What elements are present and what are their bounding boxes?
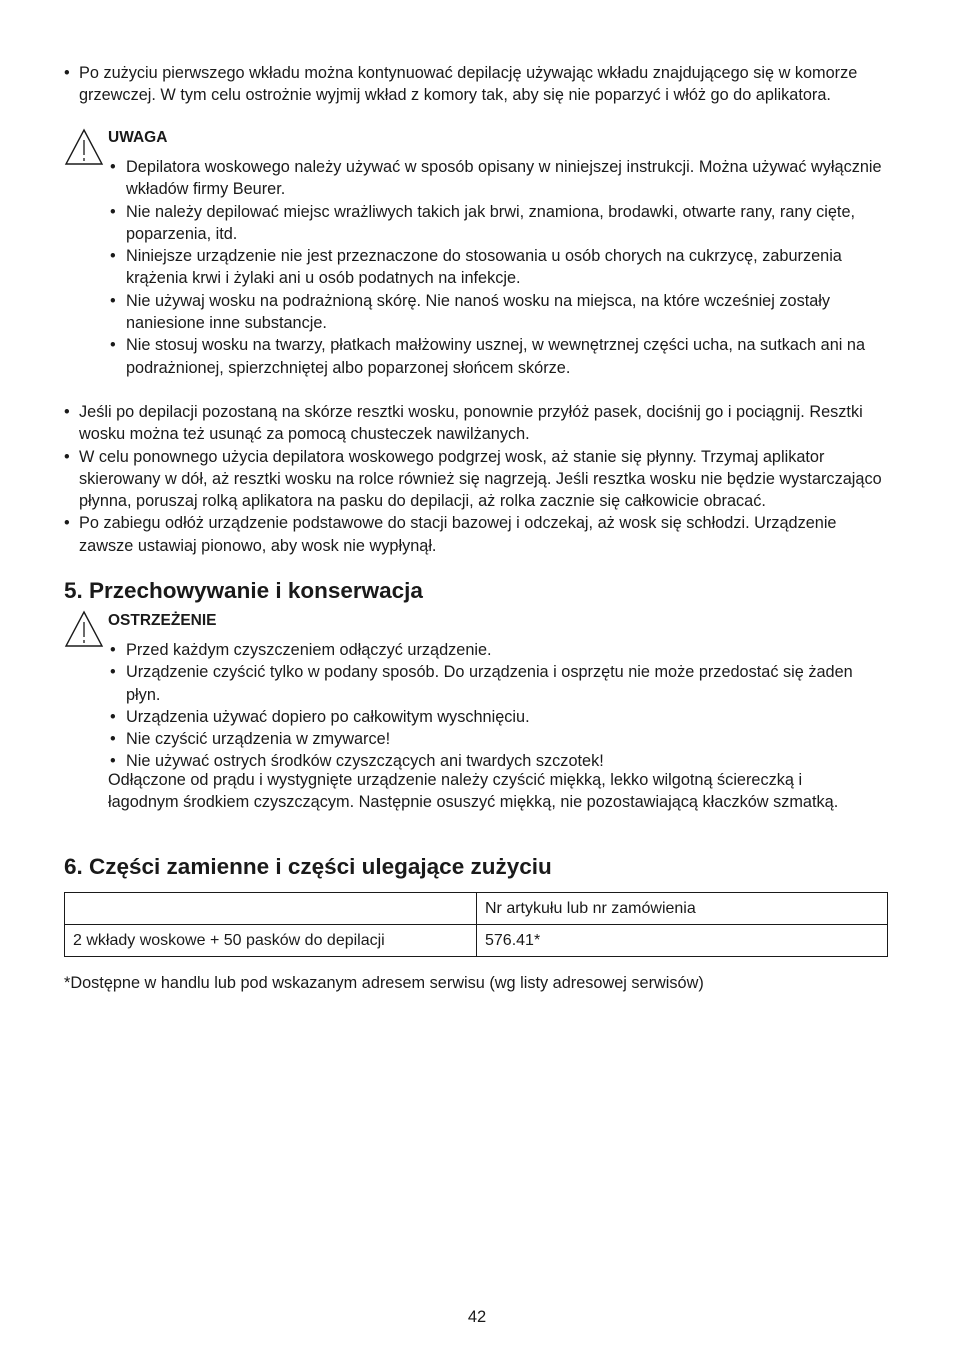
table-header-cell: Nr artykułu lub nr zamówienia [477, 893, 888, 925]
list-item: • Nie czyścić urządzenia w zmywarce! [110, 728, 888, 750]
list-item: • Niniejsze urządzenie nie jest przeznaczone do stosowania u osób chorych na cukrzycę, zaburzenia krążenia krwi i żylaki ani u osób podatnych na infekcje. [110, 245, 888, 290]
intro-bullet-list [64, 62, 894, 107]
table-header-cell [65, 893, 477, 925]
footnote: *Dostępne w handlu lub pod wskazanym adresem serwisu (wg listy adresowej serwisów) [64, 974, 704, 992]
section-heading: 5. Przechowywanie i konserwacja [64, 578, 423, 603]
list-item: • Po zabiegu odłóż urządzenie podstawowe do stacji bazowej i odczekaj, aż wosk się schłodzi. Urządzenie zawsze ustawiaj pionowo, aby wosk nie wypłynął. [64, 512, 892, 557]
list-item: • Depilatora woskowego należy używać w sposób opisany w niniejszej instrukcji. Można używać wyłącznie wkładów firmy Beurer. [110, 156, 888, 201]
list-item: • Nie używać ostrych środków czyszczących ani twardych szczotek! [110, 750, 888, 772]
list-item: • Nie używaj wosku na podrażnioną skórę. Nie nanoś wosku na miejsca, na które wcześniej zostały naniesione inne substancje. [110, 290, 888, 335]
usage-bullet-list [64, 401, 892, 557]
warning-list [110, 639, 888, 773]
table-cell: 576.41* [477, 925, 888, 957]
warning-triangle-icon [64, 128, 104, 166]
list-item: • Urządzenie czyścić tylko w podany sposób. Do urządzenia i osprzętu nie może przedostać się żaden płyn. [110, 661, 888, 706]
warning-list [110, 156, 888, 379]
table-cell: 2 wkłady woskowe + 50 pasków do depilacji [65, 925, 477, 957]
cleaning-paragraph: Odłączone od prądu i wystygnięte urządzenie należy czyścić miękką, lekko wilgotną ściereczką i łagodnym środkiem czyszczącym. Następnie osuszyć miękką, nie pozostawiającą kłaczków szmatką. [108, 771, 839, 812]
list-item: • Przed każdym czyszczeniem odłączyć urządzenie. [110, 639, 888, 661]
list-item: • Nie stosuj wosku na twarzy, płatkach małżowiny usznej, w wewnętrznej części ucha, na sutkach ani na podrażnionej, spierzchniętej albo poparzonej słońcem skórze. [110, 334, 888, 379]
list-item: • Nie należy depilować miejsc wrażliwych takich jak brwi, znamiona, brodawki, otwarte rany, rany cięte, poparzenia, itd. [110, 201, 888, 246]
list-item: • W celu ponownego użycia depilatora woskowego podgrzej wosk, aż stanie się płynny. Trzymaj aplikator skierowany w dół, aż resztki wosku na rolce również się nagrzeją. Jeśli resztka wosku nie będzie wystarczająco płynna, poruszaj rolką aplikatora na pasku do depilacji, aż rolka zacznie się całkowicie obracać. [64, 446, 892, 513]
list-item: • Po zużyciu pierwszego wkładu można kontynuować depilację używając wkładu znajdującego się w komorze grzewczej. W tym celu ostrożnie wyjmij wkład z komory tak, aby się nie poparzyć i włóż go do aplikatora. [64, 62, 894, 107]
section-heading: 6. Części zamienne i części ulegające zużyciu [64, 854, 552, 879]
warning-title: OSTRZEŻENIE [108, 612, 217, 629]
page-number: 42 [467, 1308, 487, 1326]
warning-triangle-icon [64, 610, 104, 648]
table-header-row [65, 893, 888, 925]
list-item: • Urządzenia używać dopiero po całkowitym wyschnięciu. [110, 706, 888, 728]
list-item: • Jeśli po depilacji pozostaną na skórze resztki wosku, ponownie przyłóż pasek, dociśnij go i pociągnij. Resztki wosku można też usunąć za pomocą chusteczek nawilżanych. [64, 401, 892, 446]
warning-title: UWAGA [108, 129, 168, 146]
table-row [65, 925, 888, 957]
spare-parts-table [64, 892, 888, 957]
